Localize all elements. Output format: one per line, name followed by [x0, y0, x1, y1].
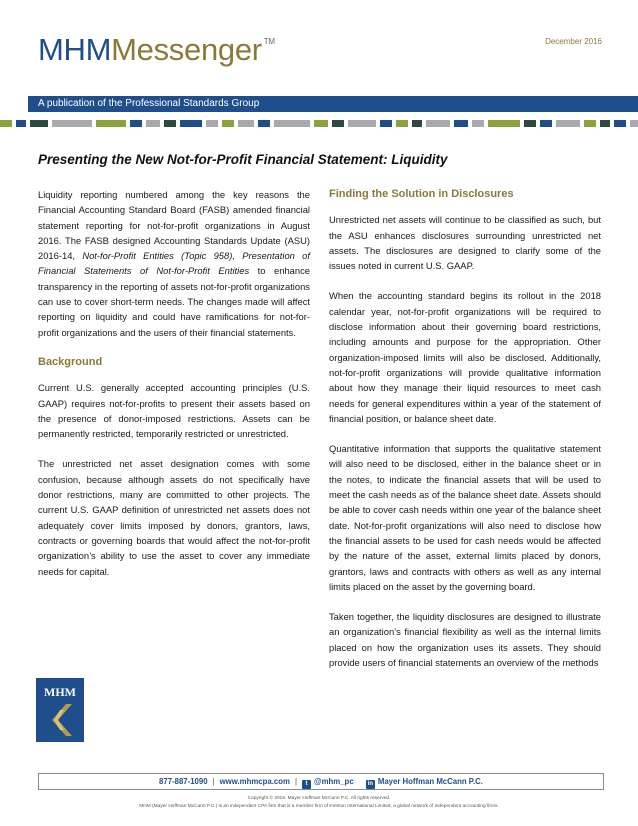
chevron-emblem-icon — [46, 704, 74, 736]
tagline: A publication of the Professional Standards Group — [38, 98, 260, 109]
copyright-text: Copyright © 2016. Mayer Hoffman McCann P.C. All rights reserved. — [247, 796, 391, 801]
decorative-stripe — [0, 120, 638, 127]
left-column — [38, 187, 310, 594]
solution-heading: Finding the Solution in Disclosures — [329, 188, 514, 200]
header-banner — [28, 96, 638, 112]
solution-paragraph-1: Unrestricted net assets will continue to be classified as such, but the ASU enhances disclosures surrounding unrestricted net assets. The disclosures are designed to clarify some of the issues noted in current U.S. GAAP. — [329, 214, 601, 272]
intro-text-pre: Liquidity reporting numbered among the key reasons the Financial Accounting Standard Board (FASB) amended financial statement reporting for not-for-profit organizations in August 2016. The FASB designed Accounting Standards Update (ASU) 2016-14, — [38, 189, 310, 262]
background-paragraph-2: The unrestricted net asset designation comes with some confusion, because although assets do not specifically have donor restrictions, many are committed to other projects. The current U.S. GAAP definition of unrestricted net assets does not adequately cover limits imposed by donors, grantors, laws, contracts or governing boards that would affect the not-for-profit organization’s ability to use the asset to cover any immediate needs for capital. — [38, 458, 310, 577]
disclaimer-text: MHM (Mayer Hoffman McCann P.C.) is an independent CPA firm that is a member firm of Kreston International Limited, a global network of independent accounting firms. — [139, 804, 499, 809]
issue-date: December 2016 — [545, 37, 602, 46]
contact-bar: 877-887-1090 | www.mhmcpa.com | t @mhm_pc in Mayer Hoffman McCann P.C. — [38, 773, 604, 790]
background-paragraph-1: Current U.S. generally accepted accounting principles (U.S. GAAP) requires not-for-profits to present their assets based on the presence of donor-imposed restrictions. Assets can be permanently restricted, temporarily restricted or unrestricted. — [38, 382, 310, 440]
solution-paragraph-2: When the accounting standard begins its rollout in the 2018 calendar year, not-for-profit organizations will be required to disclose information about their governing board restrictions, including amounts and purpose for the appropriation. Other organization-imposed limits will also be disclosed. Additionally, not-for-profit organizations will provide qualitative information about how they manage their liquid resources to meet cash needs for general expenditures within a year of the statement of financial position, or balance sheet date. — [329, 290, 601, 424]
article-title: Presenting the New Not-for-Profit Financial Statement: Liquidity — [38, 152, 448, 167]
brand-part2: Messenger — [111, 32, 262, 67]
right-column — [329, 187, 601, 685]
twitter-handle[interactable]: @mhm_pc — [313, 777, 354, 786]
phone-number[interactable]: 877-887-1090 — [159, 777, 208, 786]
brand-part1: MHM — [38, 32, 112, 67]
website-link[interactable]: www.mhmcpa.com — [219, 777, 290, 786]
solution-paragraph-3: Quantitative information that supports the qualitative statement will also need to be disclosed, either in the balance sheet or in the notes, to indicate the financial assets that will be used to meet the cash needs as of the balance sheet date. Assets should be able to cover cash needs within one year of the balance sheet date. Not-for-profit organizations will also need to disclose how the financial assets to be used for cash needs would be affected by the nature of the asset, external limits placed by donors, grantors, laws and contracts with others as well as any internal limits placed on the asset by the governing board. — [329, 443, 601, 592]
trademark: TM — [263, 37, 275, 46]
intro-text-italic: Not-for-Profit Entities (Topic 958), Presentation of Financial Statements of Not-for-Profit Entities — [38, 250, 310, 277]
logo-text: MHM — [44, 685, 76, 699]
linkedin-name[interactable]: Mayer Hoffman McCann P.C. — [377, 777, 483, 786]
background-heading: Background — [38, 355, 103, 368]
brand-logo-text — [38, 34, 275, 65]
mhm-logo — [36, 678, 84, 742]
intro-text-post: to enhance transparency in the reporting of assets not-for-profit organizations can use to cover short-term needs. The changes made will affect reporting on liquidity and could have ramifications for not-for-profit organizations and the users of their financial statements. — [38, 265, 311, 338]
solution-paragraph-4: Taken together, the liquidity disclosures are designed to illustrate an organization’s financial flexibility as well as the internal limits placed on how the organization uses its assets. They should provide users of financial statements an overview of the methods — [329, 611, 601, 669]
twitter-icon[interactable]: t — [302, 780, 311, 789]
intro-paragraph — [38, 187, 310, 340]
linkedin-icon[interactable]: in — [367, 781, 373, 787]
